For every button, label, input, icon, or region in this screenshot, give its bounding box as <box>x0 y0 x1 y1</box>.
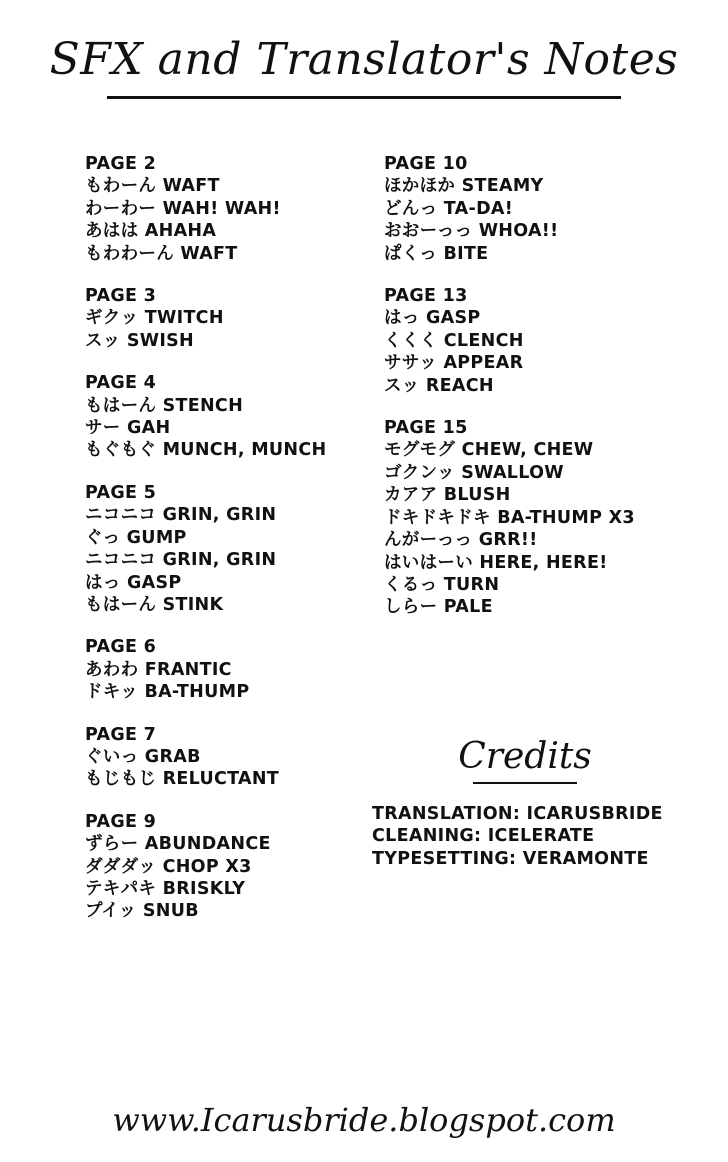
sfx-section <box>85 153 405 265</box>
sfx-entry: くるっ TURN <box>384 574 500 595</box>
credit-cleaning: CLEANING: ICELERATE <box>372 826 595 847</box>
page-heading: PAGE 10 <box>384 154 468 174</box>
credits-heading: Credits <box>458 736 592 777</box>
sfx-entry: おおーっっ WHOA!! <box>384 221 559 242</box>
page-heading: PAGE 3 <box>85 286 157 307</box>
credits-underline <box>473 782 577 784</box>
sfx-entry: テキパキ BRISKLY <box>85 878 246 899</box>
page-heading: PAGE 4 <box>85 373 157 394</box>
page-heading: PAGE 15 <box>384 418 468 439</box>
page-title: SFX and Translator's Notes <box>49 34 679 85</box>
sfx-section <box>85 724 405 791</box>
sfx-section <box>85 482 405 616</box>
sfx-entry: ニコニコ GRIN, GRIN <box>85 505 277 526</box>
page-heading: PAGE 13 <box>384 286 468 307</box>
sfx-entry: あわわ FRANTIC <box>85 659 232 680</box>
sfx-entry: サー GAH <box>85 418 171 439</box>
sfx-section <box>384 417 704 619</box>
credit-translation: TRANSLATION: ICARUSBRIDE <box>372 804 663 824</box>
sfx-entry: わーわー WAH! WAH! <box>85 198 281 219</box>
sfx-entry: んがーっっ GRR!! <box>384 530 538 551</box>
sfx-entry: ゴクンッ SWALLOW <box>384 462 564 483</box>
page-heading: PAGE 5 <box>85 482 157 503</box>
sfx-entry: プイッ SNUB <box>85 901 199 922</box>
sfx-entry: はいはーい HERE, HERE! <box>384 552 608 573</box>
sfx-entry: モグモグ CHEW, CHEW <box>384 440 594 461</box>
sfx-entry: ニコニコ GRIN, GRIN <box>85 550 277 571</box>
sfx-entry: あはは AHAHA <box>85 221 217 242</box>
right-notes-column <box>384 153 704 639</box>
sfx-section <box>384 153 704 265</box>
page-heading: PAGE 6 <box>85 637 157 658</box>
sfx-entry: はっ GASP <box>85 572 182 593</box>
left-notes-column <box>85 153 405 943</box>
sfx-entry: カアア BLUSH <box>384 485 511 506</box>
page-heading: PAGE 9 <box>85 811 157 832</box>
sfx-section <box>85 285 405 352</box>
sfx-entry: もはーん STENCH <box>85 395 244 416</box>
sfx-entry: ギクッ TWITCH <box>85 308 224 329</box>
sfx-entry: ぐっ GUMP <box>85 527 187 548</box>
sfx-entry: もわーん WAFT <box>85 176 220 197</box>
sfx-entry: もぐもぐ MUNCH, MUNCH <box>85 440 327 461</box>
page-heading: PAGE 7 <box>85 724 157 745</box>
sfx-entry: スッ REACH <box>384 375 494 396</box>
sfx-entry: ぱくっ BITE <box>384 243 489 264</box>
page-heading: PAGE 2 <box>85 154 157 174</box>
sfx-entry: ドキッ BA-THUMP <box>85 682 250 703</box>
sfx-entry: ほかほか STEAMY <box>384 176 544 197</box>
sfx-section <box>85 636 405 703</box>
sfx-entry: しらー PALE <box>384 597 493 618</box>
sfx-entry: ドキドキドキ BA-THUMP X3 <box>384 507 635 528</box>
sfx-entry: もはーん STINK <box>85 594 224 615</box>
sfx-entry: ダダダッ CHOP X3 <box>85 856 252 877</box>
sfx-entry: はっ GASP <box>384 308 481 329</box>
credits-list <box>372 803 663 870</box>
sfx-section <box>85 811 405 923</box>
sfx-entry: どんっ TA-DA! <box>384 198 514 219</box>
footer-url: www.Icarusbride.blogspot.com <box>112 1101 616 1139</box>
sfx-section <box>384 285 704 397</box>
title-underline <box>107 96 621 99</box>
sfx-entry: ササッ APPEAR <box>384 353 524 374</box>
sfx-entry: ぐいっ GRAB <box>85 746 201 767</box>
sfx-entry: ずらー ABUNDANCE <box>85 834 271 855</box>
sfx-entry: スッ SWISH <box>85 330 194 351</box>
sfx-entry: くくく CLENCH <box>384 330 524 351</box>
sfx-entry: もわわーん WAFT <box>85 243 238 264</box>
credit-typesetting: TYPESETTING: VERAMONTE <box>372 848 649 869</box>
sfx-section <box>85 372 405 462</box>
sfx-entry: もじもじ RELUCTANT <box>85 769 280 790</box>
